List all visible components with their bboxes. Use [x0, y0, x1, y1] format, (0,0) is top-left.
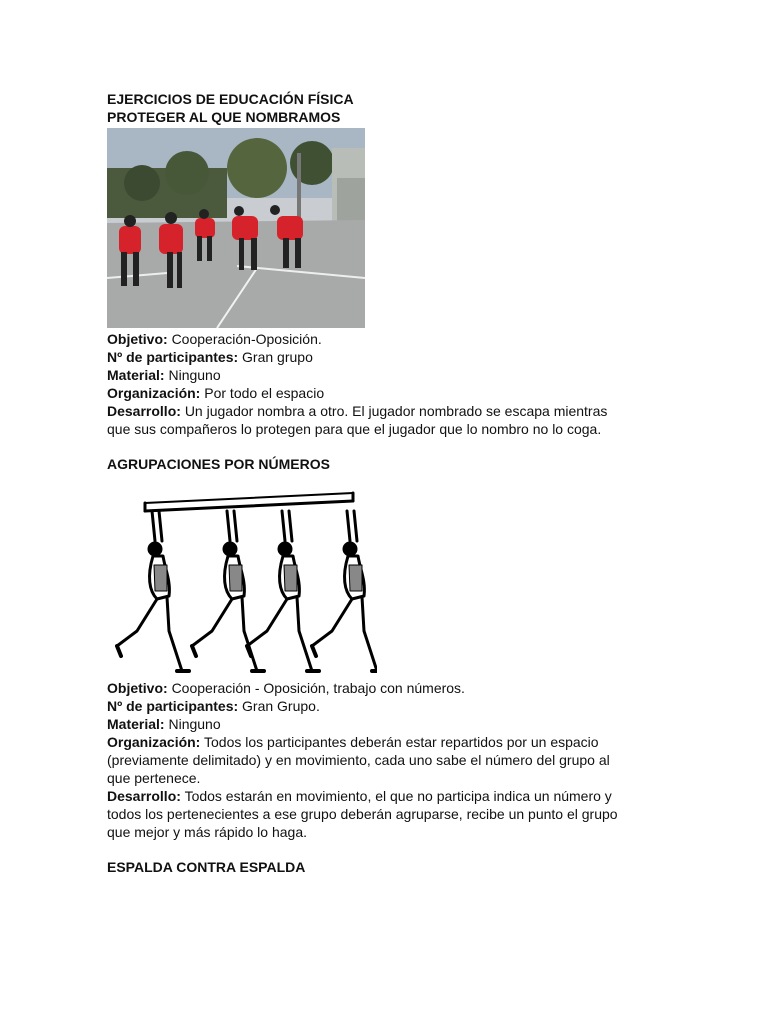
material-line: Material: Ninguno — [107, 367, 221, 383]
desarrollo-line-2: que sus compañeros lo protegen para que el jugador que lo nombro no lo coga. — [107, 421, 602, 437]
organizacion-line-2c: que pertenece. — [107, 770, 201, 786]
organizacion-line: Organización: Por todo el espacio — [107, 385, 325, 401]
illustration-figures-hanging-bar — [107, 481, 377, 681]
desarrollo-line-3: Desarrollo: Todos estarán en movimiento, el que no participa indica un número y — [107, 788, 612, 804]
participantes-line: Nº de participantes: Gran grupo — [107, 349, 313, 365]
desarrollo-line: Desarrollo: Un jugador nombra a otro. El jugador nombrado se escapa mientras — [107, 403, 608, 419]
participantes-line-2: Nº de participantes: Gran Grupo. — [107, 698, 320, 714]
section-heading-espalda: ESPALDA CONTRA ESPALDA — [107, 859, 306, 875]
desarrollo-line-3c: que mejor y más rápido lo haga. — [107, 824, 307, 840]
document-page — [107, 90, 667, 876]
organizacion-line-2b: (previamente delimitado) y en movimiento, cada uno sabe el número del grupo al — [107, 752, 610, 768]
material-line-2: Material: Ninguno — [107, 716, 221, 732]
objetivo-line-2: Objetivo: Cooperación - Oposición, trabajo con números. — [107, 680, 465, 696]
section-heading-agrupaciones: AGRUPACIONES POR NÚMEROS — [107, 456, 330, 472]
organizacion-line-2: Organización: Todos los participantes deberán estar repartidos por un espacio — [107, 734, 599, 750]
photo-proteger-al-que-nombramos — [107, 128, 365, 328]
section-heading-proteger: PROTEGER AL QUE NOMBRAMOS — [107, 109, 341, 125]
desarrollo-line-3b: todos los pertenecientes a ese grupo deberán agruparse, recibe un punto el grupo — [107, 806, 618, 822]
objetivo-line: Objetivo: Cooperación-Oposición. — [107, 331, 322, 347]
document-title: EJERCICIOS DE EDUCACIÓN FÍSICA — [107, 91, 354, 107]
